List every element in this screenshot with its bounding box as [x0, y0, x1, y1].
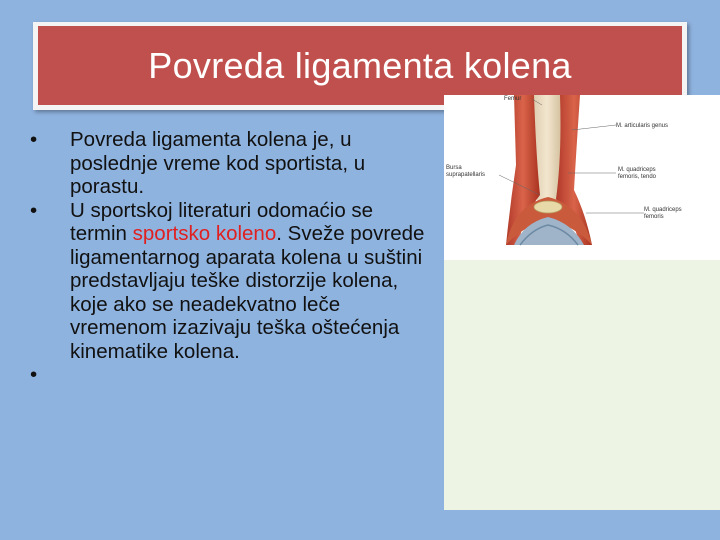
bullet-list	[30, 128, 430, 386]
title-bar	[38, 26, 682, 105]
label-bursa-2: suprapatellaris	[446, 172, 486, 178]
label-quad-1: M. quadriceps	[644, 207, 682, 213]
bullet-item-1	[30, 128, 430, 199]
figure-panel	[444, 95, 720, 510]
highlight-term: sportsko koleno	[132, 222, 277, 245]
label-quad-2: femoris	[644, 214, 664, 220]
label-bursa-1: Bursa	[446, 165, 462, 171]
knee-anatomy-svg	[444, 95, 720, 260]
bullet-text-2-after: . Sveže povrede ligamentarnog aparata kolena u suštini predstavljaju teške distorzije kolena, koje ako se neadekvatno leče vremenom izazivaju teška oštećenja kinematike kolena.	[70, 222, 425, 363]
bullet-marker: •	[30, 128, 38, 151]
label-quad-tendo-2: femoris, tendo	[618, 174, 657, 180]
label-femur: Femur	[504, 96, 522, 102]
bullet-marker: •	[30, 198, 38, 222]
bullet-item-2	[30, 199, 430, 364]
bullet-text-2-before: U sportskoj literaturi odomaćio se termin	[70, 198, 374, 245]
label-articularis: M. articularis genus	[616, 123, 669, 129]
slide-title: Povreda ligamenta kolena	[148, 44, 572, 86]
bullet-text-1: Povreda ligamenta kolena je, u poslednje vreme kod sportista, u porastu.	[70, 128, 366, 198]
label-quad-tendo-1: M. quadriceps	[618, 167, 656, 173]
bullet-marker: •	[30, 363, 38, 386]
bursa-shape	[534, 201, 562, 213]
knee-anatomy-illustration	[444, 95, 720, 260]
bullet-content	[30, 128, 430, 386]
